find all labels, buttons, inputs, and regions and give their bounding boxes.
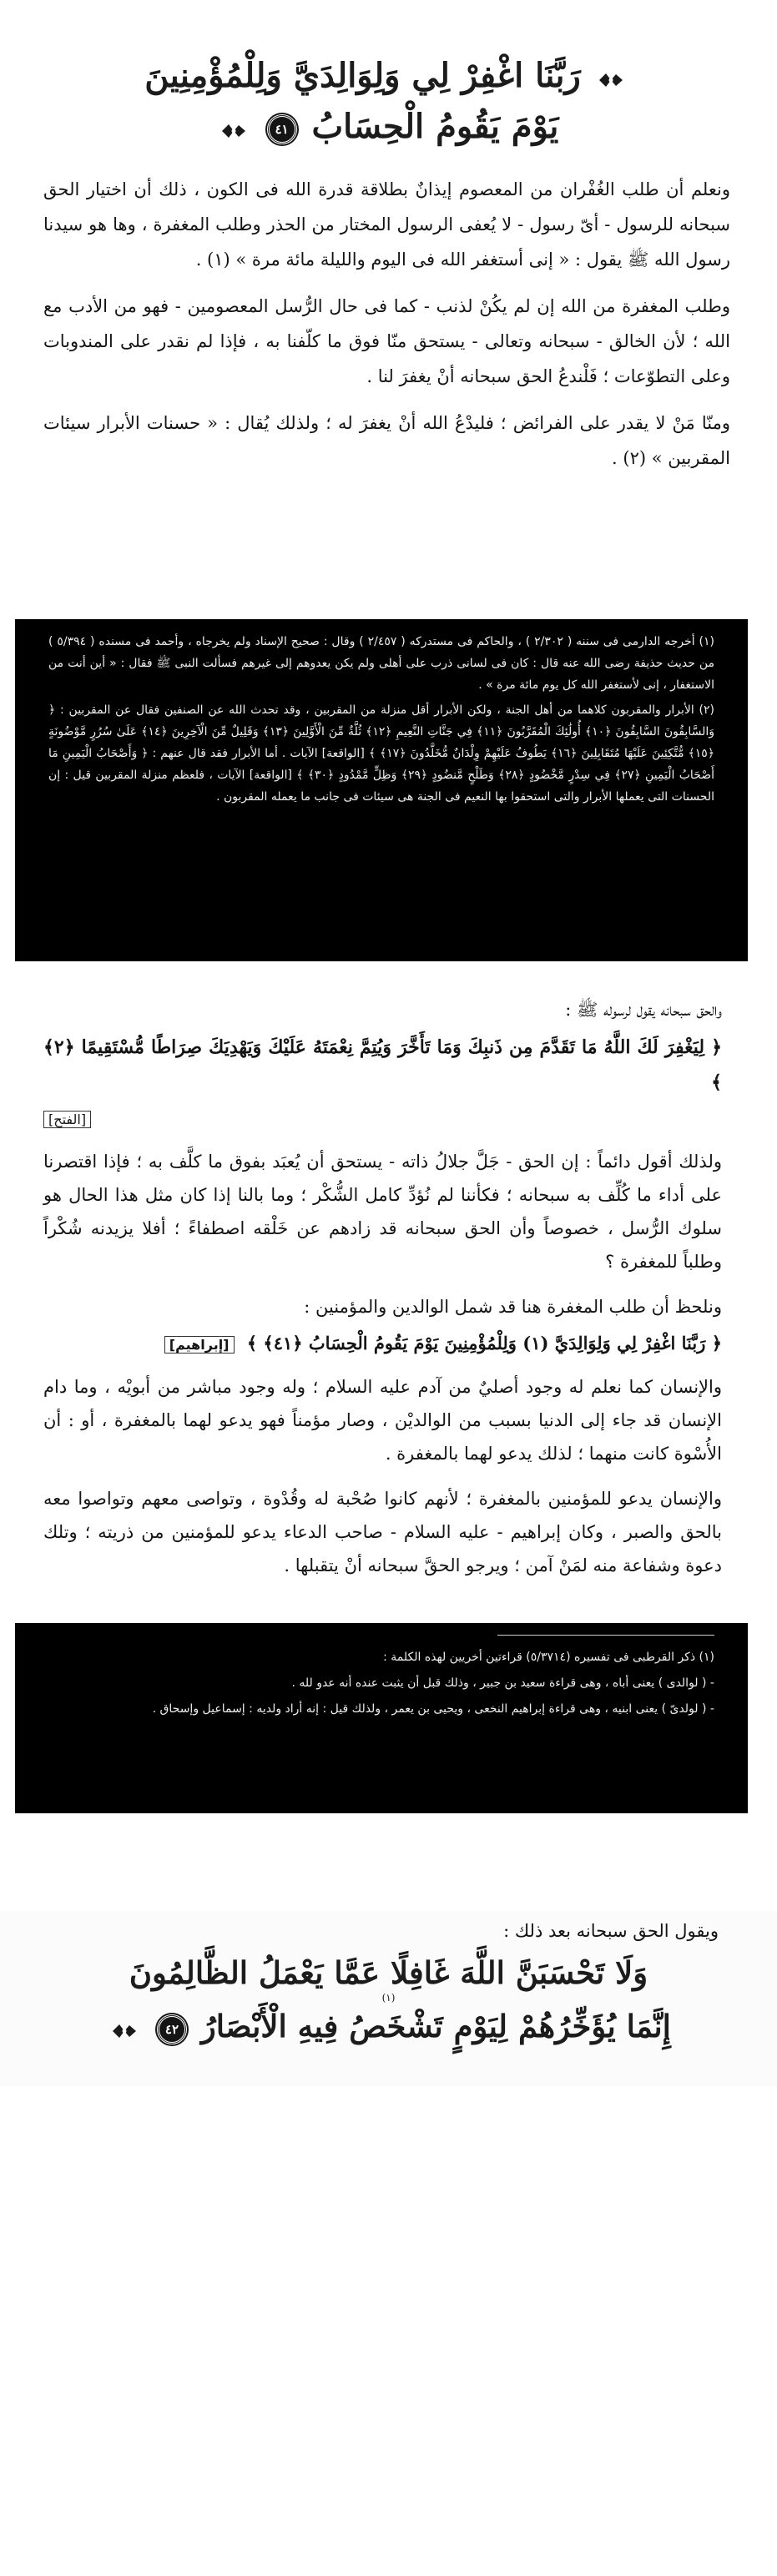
paragraph: والإنسان كما نعلم له وجود أصليٌ من آدم عليه السلام ؛ وله وجود مباشر من أبويْه ، وما دام الإنسان قد جاء إلى الدنيا بسبب من الوالديْن ، وصار مؤمناً فهو يدعو لهما بالمغفرة ، أو : أن الأُسْوة كانت منهما ؛ لذلك يدعو لهما بالمغفرة . xyxy=(43,1377,722,1464)
footnote: (٢) الأبرار والمقربون كلاهما من أهل الجنة ، ولكن الأبرار أقل منزلة من المقربين ، وقد تحدث الله عن الصنفين فقال عن المقربين : ﴿ وَالسَّابِقُونَ السَّابِقُونَ ﴿١٠﴾ أُولَٰئِكَ الْمُقَرَّبُونَ ﴿١١﴾ فِي جَنَّاتِ النَّعِيمِ ﴿١٢﴾ ثُلَّةٌ مِّنَ الْأَوَّلِينَ ﴿١٣﴾ وَقَلِيلٌ مِّنَ الْآخِرِينَ ﴿١٤﴾ عَلَىٰ سُرُرٍ مَّوْضُونَةٍ ﴿١٥﴾ مُّتَّكِئِينَ عَلَيْهَا مُتَقَابِلِينَ ﴿١٦﴾ يَطُوفُ عَلَيْهِمْ وِلْدَانٌ مُّخَلَّدُونَ ﴿١٧﴾ ﴾ [الواقعة] الآيات . أما الأبرار فقد قال عنهم : ﴿ وَأَصْحَابُ الْيَمِينِ مَا أَصْحَابُ الْيَمِينِ ﴿٢٧﴾ فِي سِدْرٍ مَّخْضُودٍ ﴿٢٨﴾ وَطَلْحٍ مَّنضُودٍ ﴿٢٩﴾ وَظِلٍّ مَّمْدُودٍ ﴿٣٠﴾ ﴾ [الواقعة] الآيات ، فلعظم منزلة المقربين قيل : إن الحسنات التى يعملها الأبرار والتى استحقوا بها النعيم فى الجنة هى سيئات فى جانب ما يعمله المقربون . xyxy=(48,703,715,804)
footnote: (١) أخرجه الدارمى فى سننه ( ٢/٣٠٢ ) ، والحاكم فى مستدركه ( ٢/٤٥٧ ) وقال : صحيح الإسناد ولم يخرجاه ، وأحمد فى مسنده ( ٥/٣٩٤ ) من حديث حذيفة رضى الله عنه قال : كان فى لسانى ذرب على أهلى ولم يكن يعدوهم إلى غيرهم فسألت النبى ﷺ فقال : « أين أنت من الاستغفار ، إنى لأستغفر الله كل يوم مائة مرة » . xyxy=(48,635,714,692)
calligraphy-line-1: وَلَا تَحْسَبَنَّ اللَّهَ غَافِلًا عَمَّا يَعْمَلُ الظَّالِمُونَ xyxy=(129,1954,648,1991)
footnote: (١) ذكر القرطبى فى تفسيره (٥/٣٧١٤) قراءتين أخريين لهذه الكلمة : xyxy=(383,1651,714,1664)
page-section-top xyxy=(0,48,777,582)
paragraph: ومنّا مَنْ لا يقدر على الفرائض ؛ فليدْعُ الله أنْ يغفرَ له ؛ ولذلك يُقال : « حسنات الأبرار سيئات المقربين » (٢) . xyxy=(43,413,730,468)
calligraphy-line-2: يَوْمَ يَقُومُ الْحِسَابُ xyxy=(311,107,559,146)
paragraph: ونعلم أن طلب الغُفْران من المعصوم إيذانٌ بطلاقة قدرة الله فى الكون ، ذلك أن اختيار الحق سبحانه للرسول - أىّ رسول - لا يُعفى الرسول المختار من الحذر وطلب المغفرة ، وها هو سيدنا رسول الله ﷺ يقول : « إنى أستغفر الله فى اليوم والليلة مائة مرة » (١) . xyxy=(43,179,730,270)
verse-text: ﴿ لِيَغْفِرَ لَكَ اللَّهُ مَا تَقَدَّمَ مِن ذَنبِكَ وَمَا تَأَخَّرَ وَيُتِمَّ نِعْمَتَهُ عَلَيْكَ وَيَهْدِيَكَ صِرَاطًا مُّسْتَقِيمًا ﴿٢﴾ ﴾ xyxy=(43,1036,722,1093)
ornament-icon xyxy=(111,2006,138,2053)
paragraph: ونلحظ أن طلب المغفرة هنا قد شمل الوالدين والمؤمنين : xyxy=(304,1297,722,1317)
paragraph: والإنسان يدعو للمؤمنين بالمغفرة ؛ لأنهم كانوا صُحْبة له وقُدْوة ، وتواصى معهم وتواصوا معه بالحق والصبر ، وكان إبراهيم - عليه السلام - صاحب الدعاء يدعو للمؤمنين من ذريته ؛ وتلك دعوة وشفاعة منه لمَنْ آمن ؛ ويرجو الحقَّ سبحانه أنْ يتقبلها . xyxy=(43,1489,722,1575)
paragraph: ويقول الحق سبحانه بعد ذلك : xyxy=(503,1921,719,1941)
verse-source: [الفتح] xyxy=(43,1111,91,1128)
paragraph: وطلب المغفرة من الله إن لم يكُنْ لذنب - كما فى حال الرُّسل المعصومين - فهو من الأدب مع الله ؛ لأن الخالق - سبحانه وتعالى - يستحق منّا فوق ما كلّفنا به ، فإذا لم نقدر على المندوبات وعلى التطوّعات ؛ فَلْندعُ الحق سبحانه أنْ يغفرَ لنا . xyxy=(43,296,730,386)
ornament-icon xyxy=(598,54,624,103)
page-section-middle xyxy=(0,978,777,1616)
footnote: - ( لوالدى ) يعنى أباه ، وهى قراءة سعيد بن جبير ، وذلك قبل أن يثبت عنده أنه عدو لله . xyxy=(291,1676,714,1690)
quran-verse xyxy=(43,1030,722,1100)
verse-number-badge: ٤٢ xyxy=(157,2014,187,2044)
footnotes-block xyxy=(15,1623,748,1813)
calligraphy-verse xyxy=(58,1949,719,2053)
verse-text: ﴿ رَبَّنَا اغْفِرْ لِي وَلِوَالِدَيَّ (١) وَلِلْمُؤْمِنِينَ يَوْمَ يَقُومُ الْحِسَابُ ﴿٤١﴾ ﴾ xyxy=(246,1333,722,1354)
verse-source: [إبراهيم] xyxy=(164,1336,235,1354)
verse-number-badge: ٤١ xyxy=(267,114,297,144)
footnote-marker: (١) xyxy=(381,1992,396,2004)
calligraphy-verse-header xyxy=(43,52,730,154)
calligraphy-line-2: إِنَّمَا يُؤَخِّرُهُمْ لِيَوْمٍ تَشْخَصُ فِيهِ الْأَبْصَارُ xyxy=(200,2008,671,2044)
ornament-icon xyxy=(220,105,247,154)
paragraph: والحق سبحانه يقول لرسوله ﷺ : xyxy=(565,1000,722,1020)
paragraph: ولذلك أقول دائماً : إن الحق - جَلَّ جلالُ ذاته - يستحق أن يُعبَد بفوق ما كلَّف به ؛ فإذا اقتصرنا على أداء ما كُلِّف به سبحانه ؛ فكأننا لم نُؤدِّ كامل الشُّكْر ؛ وما بالنا إذا كان مثل هذا الحال هو سلوك الرُّسل ، خصوصاً وأن الحق سبحانه قد زادهم عن خَلْقه اصطفاءً ؛ أفلا يزيدنه شُكْراً وطلباً للمغفرة ؟ xyxy=(43,1152,722,1272)
footnote: - ( لولدىّ ) يعنى ابنيه ، وهى قراءة إبراهيم النخعى ، ويحيى بن يعمر ، ولذلك قيل : إنه أراد ولديه : إسماعيل وإسحاق . xyxy=(152,1702,714,1716)
page-section-bottom xyxy=(0,1911,777,2086)
footnote-divider xyxy=(497,1635,714,1636)
footnotes-block xyxy=(15,619,748,961)
quran-verse xyxy=(43,1327,722,1362)
calligraphy-line-1: رَبَّنَا اغْفِرْ لِي وَلِوَالِدَيَّ وَلِلْمُؤْمِنِينَ xyxy=(144,56,581,95)
